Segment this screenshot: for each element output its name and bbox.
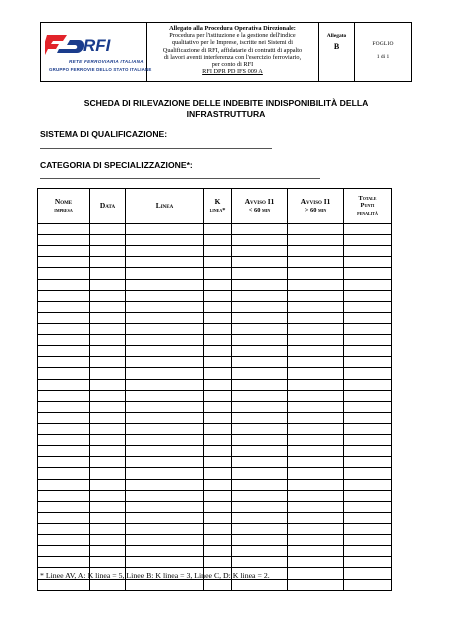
table-cell[interactable] (288, 435, 344, 446)
table-cell[interactable] (38, 257, 90, 268)
table-cell[interactable] (126, 268, 204, 279)
table-cell[interactable] (344, 535, 392, 546)
table-cell[interactable] (126, 279, 204, 290)
table-cell[interactable] (204, 412, 232, 423)
table-cell[interactable] (204, 279, 232, 290)
table-cell[interactable] (232, 401, 288, 412)
table-cell[interactable] (126, 235, 204, 246)
table-row (38, 479, 392, 490)
table-cell[interactable] (204, 257, 232, 268)
table-cell[interactable] (90, 346, 126, 357)
table-cell[interactable] (344, 357, 392, 368)
table-cell[interactable] (288, 535, 344, 546)
table-cell[interactable] (204, 546, 232, 557)
table-row (38, 268, 392, 279)
table-cell[interactable] (288, 379, 344, 390)
table-cell[interactable] (288, 446, 344, 457)
table-row (38, 512, 392, 523)
table-cell[interactable] (38, 435, 90, 446)
table-row (38, 557, 392, 568)
table-row (38, 379, 392, 390)
table-cell[interactable] (344, 435, 392, 446)
table-cell[interactable] (344, 490, 392, 501)
table-cell[interactable] (344, 423, 392, 434)
table-cell[interactable] (232, 523, 288, 534)
table-row (38, 335, 392, 346)
procedure-title-line: Procedura per l'istituzione e la gestione dell'indice (169, 32, 296, 40)
table-cell[interactable] (288, 557, 344, 568)
table-cell[interactable] (288, 490, 344, 501)
table-cell[interactable] (90, 224, 126, 235)
table-cell[interactable] (38, 446, 90, 457)
table-cell[interactable] (232, 490, 288, 501)
table-cell[interactable] (204, 579, 232, 590)
table-cell[interactable] (90, 446, 126, 457)
table-row (38, 312, 392, 323)
table-cell[interactable] (344, 557, 392, 568)
table-cell[interactable] (204, 290, 232, 301)
table-cell[interactable] (38, 479, 90, 490)
table-cell[interactable] (90, 512, 126, 523)
table-cell[interactable] (90, 290, 126, 301)
table-cell[interactable] (204, 457, 232, 468)
table-cell[interactable] (288, 335, 344, 346)
table-cell[interactable] (344, 546, 392, 557)
table-cell[interactable] (38, 546, 90, 557)
table-cell[interactable] (126, 246, 204, 257)
table-cell[interactable] (126, 535, 204, 546)
table-cell[interactable] (38, 390, 90, 401)
table-cell[interactable] (344, 335, 392, 346)
table-cell[interactable] (232, 446, 288, 457)
table-cell[interactable] (38, 346, 90, 357)
table-row (38, 523, 392, 534)
table-cell[interactable] (288, 224, 344, 235)
table-cell[interactable] (38, 268, 90, 279)
table-row (38, 390, 392, 401)
table-cell[interactable] (288, 423, 344, 434)
col-k-linea: K linea* (204, 189, 232, 224)
table-cell[interactable] (38, 312, 90, 323)
table-cell[interactable] (288, 457, 344, 468)
table-cell[interactable] (204, 535, 232, 546)
table-cell[interactable] (232, 557, 288, 568)
table-cell[interactable] (90, 390, 126, 401)
table-cell[interactable] (288, 579, 344, 590)
table-cell[interactable] (126, 312, 204, 323)
col-nome-impresa: Nome impresa (38, 189, 90, 224)
table-cell[interactable] (204, 224, 232, 235)
table-cell[interactable] (344, 235, 392, 246)
table-cell[interactable] (38, 512, 90, 523)
table-cell[interactable] (344, 301, 392, 312)
table-cell[interactable] (204, 301, 232, 312)
table-cell[interactable] (38, 279, 90, 290)
table-cell[interactable] (232, 301, 288, 312)
table-cell[interactable] (38, 368, 90, 379)
col-totale-punti: Totale Punti penalità (344, 189, 392, 224)
table-cell[interactable] (204, 246, 232, 257)
table-row (38, 435, 392, 446)
table-cell[interactable] (38, 246, 90, 257)
table-cell[interactable] (126, 546, 204, 557)
allegato-label: Allegato (326, 33, 347, 39)
table-cell[interactable] (204, 479, 232, 490)
table-cell[interactable] (288, 257, 344, 268)
table-cell[interactable] (38, 224, 90, 235)
table-cell[interactable] (288, 346, 344, 357)
col-avviso-gt60: Avviso I1 > 60 min (288, 189, 344, 224)
table-cell[interactable] (38, 523, 90, 534)
table-cell[interactable] (204, 401, 232, 412)
table-cell[interactable] (344, 479, 392, 490)
table-cell[interactable] (90, 357, 126, 368)
table-cell[interactable] (344, 501, 392, 512)
table-cell[interactable] (90, 457, 126, 468)
table-cell[interactable] (90, 501, 126, 512)
table-cell[interactable] (288, 401, 344, 412)
table-row (38, 323, 392, 334)
table-cell[interactable] (38, 301, 90, 312)
table-cell[interactable] (90, 312, 126, 323)
table-cell[interactable] (90, 423, 126, 434)
table-cell[interactable] (344, 290, 392, 301)
table-cell[interactable] (232, 368, 288, 379)
table-cell[interactable] (90, 368, 126, 379)
table-cell[interactable] (90, 579, 126, 590)
table-cell[interactable] (344, 468, 392, 479)
table-cell[interactable] (232, 268, 288, 279)
table-cell[interactable] (126, 579, 204, 590)
table-cell[interactable] (232, 257, 288, 268)
procedure-code: RFI DPR PD IFS 009 A (202, 68, 263, 76)
table-cell[interactable] (288, 568, 344, 579)
logo-group-name: GRUPPO FERROVIE DELLO STATO ITALIANE (49, 67, 152, 72)
table-cell[interactable] (232, 535, 288, 546)
table-cell[interactable] (126, 390, 204, 401)
table-cell[interactable] (232, 290, 288, 301)
table-cell[interactable] (126, 468, 204, 479)
table-cell[interactable] (288, 479, 344, 490)
footnote: * Linee AV, A: K linea = 5, Linee B: K linea = 3, Linee C, D: K linea = 2. (40, 571, 270, 580)
penalty-table (37, 188, 392, 591)
table-cell[interactable] (288, 235, 344, 246)
table-cell[interactable] (204, 490, 232, 501)
table-cell[interactable] (232, 435, 288, 446)
table-cell[interactable] (288, 268, 344, 279)
table-cell[interactable] (288, 246, 344, 257)
table-cell[interactable] (288, 501, 344, 512)
table-cell[interactable] (90, 246, 126, 257)
table-cell[interactable] (232, 412, 288, 423)
table-cell[interactable] (126, 435, 204, 446)
table-cell[interactable] (232, 323, 288, 334)
table-row (38, 246, 392, 257)
table-cell[interactable] (90, 546, 126, 557)
table-header-row (38, 189, 392, 224)
table-cell[interactable] (232, 512, 288, 523)
table-cell[interactable] (90, 235, 126, 246)
foglio-label: FOGLIO (372, 41, 394, 47)
table-row (38, 423, 392, 434)
table-cell[interactable] (126, 401, 204, 412)
table-cell[interactable] (90, 301, 126, 312)
table-cell[interactable] (344, 279, 392, 290)
table-cell[interactable] (232, 546, 288, 557)
table-cell[interactable] (288, 523, 344, 534)
table-cell[interactable] (232, 379, 288, 390)
table-row (38, 257, 392, 268)
table-body (38, 224, 392, 591)
table-cell[interactable] (288, 357, 344, 368)
table-row (38, 301, 392, 312)
table-row (38, 535, 392, 546)
table-cell[interactable] (344, 579, 392, 590)
table-cell[interactable] (288, 312, 344, 323)
table-cell[interactable] (344, 457, 392, 468)
table-cell[interactable] (90, 257, 126, 268)
table-row (38, 346, 392, 357)
table-cell[interactable] (126, 412, 204, 423)
table-cell[interactable] (204, 268, 232, 279)
table-cell[interactable] (90, 379, 126, 390)
table-cell[interactable] (344, 401, 392, 412)
table-cell[interactable] (204, 523, 232, 534)
table-cell[interactable] (288, 412, 344, 423)
table-cell[interactable] (232, 468, 288, 479)
table-cell[interactable] (232, 579, 288, 590)
table-row (38, 357, 392, 368)
foglio-value: 1 di 1 (376, 54, 390, 60)
allegato-value: B (333, 42, 340, 51)
table-cell[interactable] (90, 279, 126, 290)
allegato-cell (319, 23, 355, 81)
procedure-title (147, 23, 319, 81)
table-cell[interactable] (232, 390, 288, 401)
table-cell[interactable] (38, 401, 90, 412)
table-cell[interactable] (288, 512, 344, 523)
table-cell[interactable] (232, 501, 288, 512)
table-cell[interactable] (38, 423, 90, 434)
table-cell[interactable] (204, 468, 232, 479)
table-cell[interactable] (204, 557, 232, 568)
table-row (38, 368, 392, 379)
table-cell[interactable] (204, 235, 232, 246)
qualification-system-field[interactable] (40, 148, 272, 149)
table-cell[interactable] (38, 457, 90, 468)
table-row (38, 501, 392, 512)
table-cell[interactable] (90, 335, 126, 346)
col-data: Data (90, 189, 126, 224)
table-cell[interactable] (344, 368, 392, 379)
table-cell[interactable] (344, 379, 392, 390)
table-cell[interactable] (38, 535, 90, 546)
table-cell[interactable] (288, 323, 344, 334)
table-cell[interactable] (126, 335, 204, 346)
table-cell[interactable] (232, 224, 288, 235)
table-cell[interactable] (38, 290, 90, 301)
table-cell[interactable] (288, 468, 344, 479)
table-cell[interactable] (38, 357, 90, 368)
table-cell[interactable] (344, 523, 392, 534)
procedure-title-line: per conto di RFI (211, 61, 254, 69)
table-row (38, 546, 392, 557)
table-cell[interactable] (126, 368, 204, 379)
table-cell[interactable] (126, 224, 204, 235)
table-cell[interactable] (344, 412, 392, 423)
table-row (38, 290, 392, 301)
table-cell[interactable] (344, 446, 392, 457)
table-cell[interactable] (288, 290, 344, 301)
table-row (38, 468, 392, 479)
table-cell[interactable] (126, 301, 204, 312)
table-cell[interactable] (204, 501, 232, 512)
table-cell[interactable] (288, 279, 344, 290)
table-cell[interactable] (232, 246, 288, 257)
table-cell[interactable] (90, 490, 126, 501)
table-cell[interactable] (126, 290, 204, 301)
table-cell[interactable] (232, 479, 288, 490)
table-cell[interactable] (232, 312, 288, 323)
table-cell[interactable] (38, 323, 90, 334)
table-cell[interactable] (126, 446, 204, 457)
table-cell[interactable] (126, 512, 204, 523)
table-row (38, 235, 392, 246)
table-cell[interactable] (232, 423, 288, 434)
table-cell[interactable] (38, 501, 90, 512)
table-cell[interactable] (344, 257, 392, 268)
table-cell[interactable] (232, 457, 288, 468)
table-cell[interactable] (126, 423, 204, 434)
col-linea: Linea (126, 189, 204, 224)
table-cell[interactable] (344, 224, 392, 235)
table-cell[interactable] (126, 257, 204, 268)
table-cell[interactable] (126, 357, 204, 368)
table-row (38, 490, 392, 501)
table-cell[interactable] (90, 268, 126, 279)
table-cell[interactable] (344, 268, 392, 279)
table-row (38, 446, 392, 457)
table-cell[interactable] (232, 346, 288, 357)
table-cell[interactable] (126, 523, 204, 534)
table-cell[interactable] (38, 490, 90, 501)
table-cell[interactable] (90, 435, 126, 446)
table-cell[interactable] (344, 346, 392, 357)
col-avviso-lt60: Avviso I1 < 60 min (232, 189, 288, 224)
table-cell[interactable] (204, 512, 232, 523)
foglio-cell (355, 23, 411, 81)
table-cell[interactable] (126, 379, 204, 390)
table-cell[interactable] (90, 401, 126, 412)
logo-text: RFI (83, 36, 111, 55)
table-cell[interactable] (126, 501, 204, 512)
specialization-category-field[interactable] (40, 178, 320, 179)
table-cell[interactable] (204, 312, 232, 323)
page-title-line: INFRASTRUTTURA (186, 109, 266, 119)
table-row (38, 412, 392, 423)
table-cell[interactable] (204, 368, 232, 379)
table-cell[interactable] (90, 468, 126, 479)
table-cell[interactable] (232, 279, 288, 290)
table-cell[interactable] (90, 557, 126, 568)
table-cell[interactable] (204, 323, 232, 334)
table-row (38, 457, 392, 468)
table-cell[interactable] (288, 301, 344, 312)
table-cell[interactable] (344, 323, 392, 334)
procedure-title-line: qualitativo per le Imprese, iscritte nei Sistemi di (171, 39, 293, 47)
table-row (38, 401, 392, 412)
table-cell[interactable] (90, 479, 126, 490)
specialization-category-label: CATEGORIA DI SPECIALIZZAZIONE*: (40, 160, 193, 170)
table-cell[interactable] (344, 246, 392, 257)
table-cell[interactable] (38, 412, 90, 423)
document-header (40, 22, 412, 82)
table-cell[interactable] (90, 412, 126, 423)
qualification-system-label: SISTEMA DI QUALIFICAZIONE: (40, 129, 168, 139)
table-cell[interactable] (204, 446, 232, 457)
page-title (40, 98, 412, 120)
table-cell[interactable] (204, 423, 232, 434)
table-cell[interactable] (38, 335, 90, 346)
procedure-title-line: di lavori aventi interferenza con l'esercizio ferroviario, (163, 53, 302, 61)
table-cell[interactable] (38, 235, 90, 246)
table-cell[interactable] (344, 390, 392, 401)
table-cell[interactable] (204, 357, 232, 368)
table-cell[interactable] (126, 490, 204, 501)
procedure-title-line: Allegato alla Procedura Operativa Direzionale: (169, 25, 296, 32)
table-cell[interactable] (232, 357, 288, 368)
logo-subtitle: RETE FERROVIARIA ITALIANA (69, 59, 144, 64)
table-cell[interactable] (90, 535, 126, 546)
page-title-line: SCHEDA DI RILEVAZIONE DELLE INDEBITE INDISPONIBILITÀ DELLA (83, 98, 369, 108)
table-cell[interactable] (344, 568, 392, 579)
table-cell[interactable] (126, 323, 204, 334)
rfi-logo (41, 23, 152, 81)
table-cell[interactable] (90, 523, 126, 534)
table-cell[interactable] (288, 390, 344, 401)
table-cell[interactable] (204, 335, 232, 346)
table-cell[interactable] (126, 346, 204, 357)
table-cell[interactable] (204, 379, 232, 390)
table-row (38, 224, 392, 235)
table-cell[interactable] (38, 468, 90, 479)
table-cell[interactable] (344, 512, 392, 523)
procedure-title-line: Qualificazione di RFI, affidatarie di contratti di appalto (162, 46, 303, 54)
table-cell[interactable] (232, 335, 288, 346)
table-cell[interactable] (126, 457, 204, 468)
table-cell[interactable] (204, 346, 232, 357)
table-cell[interactable] (288, 368, 344, 379)
table-cell[interactable] (90, 323, 126, 334)
table-cell[interactable] (38, 579, 90, 590)
table-cell[interactable] (344, 312, 392, 323)
table-cell[interactable] (204, 390, 232, 401)
table-row (38, 579, 392, 590)
table-cell[interactable] (38, 557, 90, 568)
table-cell[interactable] (204, 435, 232, 446)
table-cell[interactable] (232, 235, 288, 246)
table-cell[interactable] (126, 479, 204, 490)
table-cell[interactable] (38, 379, 90, 390)
table-row (38, 279, 392, 290)
table-cell[interactable] (126, 557, 204, 568)
fs-logo-icon (45, 31, 141, 59)
table-cell[interactable] (288, 546, 344, 557)
